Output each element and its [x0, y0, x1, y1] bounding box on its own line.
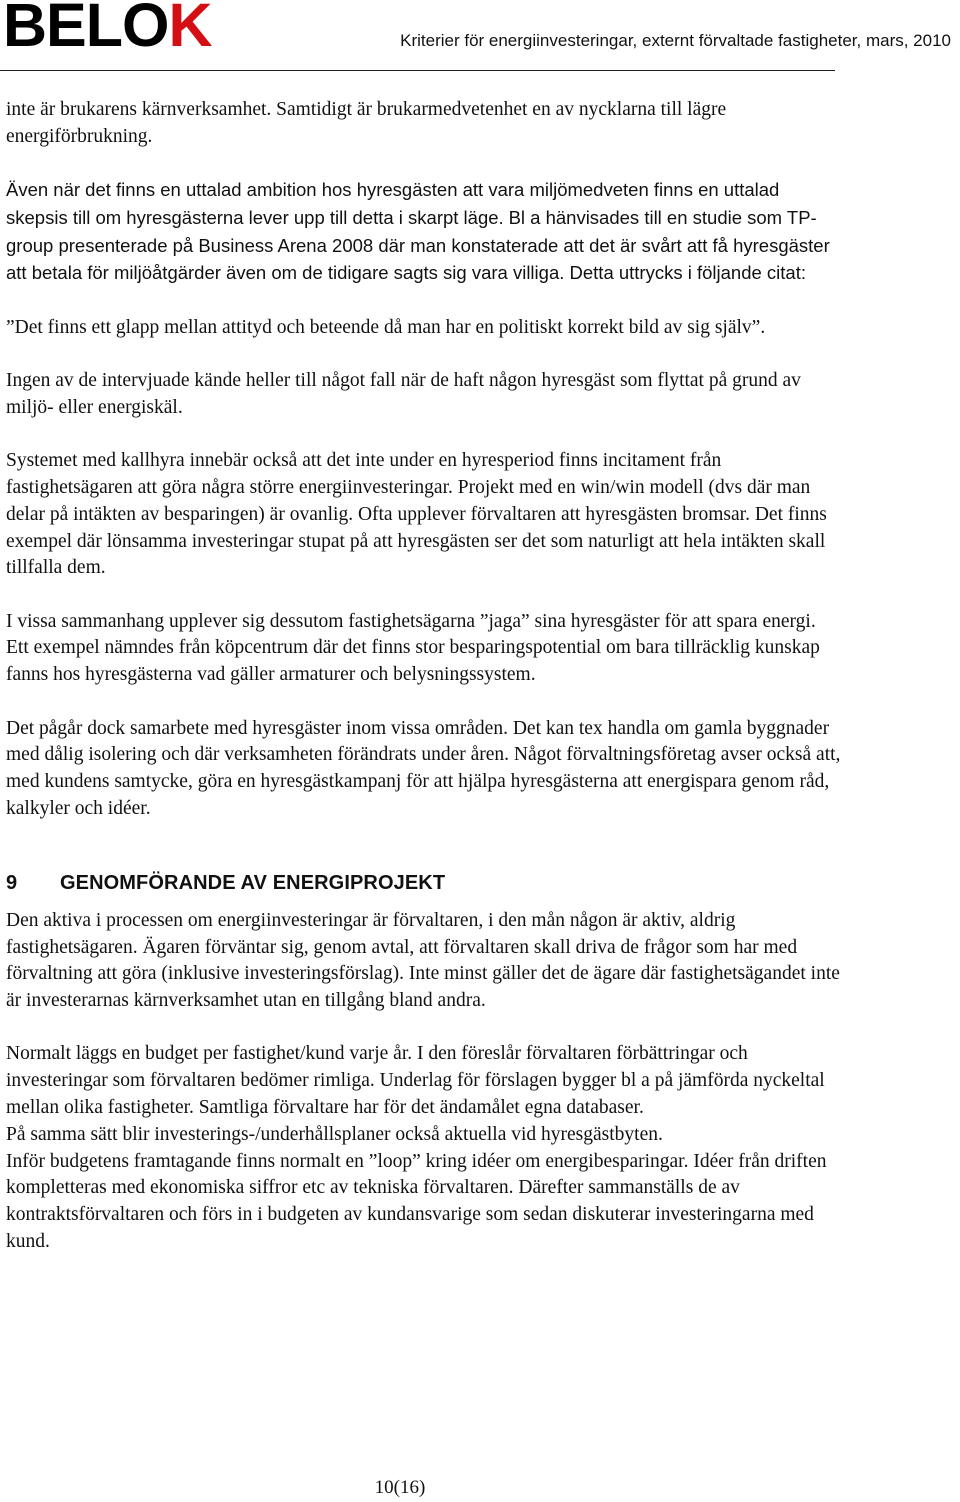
page-number: 10(16) — [374, 1477, 426, 1498]
section-paragraph-1: Den aktiva i processen om energiinvesteringar är förvaltaren, i den mån någon är aktiv, aldrig fastighetsägaren. Ägaren förväntar sig, genom avtal, att förvaltaren skall driva de frågor som har med förvaltning att göra (inklusive investeringsförslag). Inte minst gäller det de ägare där fastighetsägandet inte är investerarnas kärnverksamhet utan en tillgång bland andra. — [6, 909, 840, 1012]
logo-text: BELO — [3, 0, 169, 59]
section-paragraph-4: Inför budgetens framtagande finns normalt en ”loop” kring idéer om energibesparingar. Idéer från driften kompletteras med ekonomiska siffror etc av tekniska förvaltaren. Därefter sammanställs de av kontraktsförvaltaren och förs in i budgeten av kundansvarige som sedan diskuterar investeringarna med kund. — [6, 1150, 827, 1252]
paragraph-2-sentence-2: Bl a hänvisades till en studie som TP-group presenterade på Business Arena 2008 där man konstaterade att det är svårt att få hyresgäster att betala för miljöåtgärder även om de tidigare sagts sig vara villiga. Detta uttrycks i följande citat: — [6, 206, 830, 284]
belok-logo — [3, 0, 212, 59]
paragraph-5 — [6, 609, 842, 689]
page-header — [0, 0, 960, 76]
section-title: GENOMFÖRANDE AV ENERGIPROJEKT — [60, 871, 446, 894]
header-divider — [0, 70, 835, 71]
section-paragraph-3: På samma sätt blir investerings-/underhållsplaner också aktuella vid hyresgästbyten. — [6, 1123, 663, 1145]
paragraph-3: Ingen av de intervjuade kände heller till något fall när de haft någon hyresgäst som flyttat på grund av miljö- eller energiskäl. — [6, 370, 801, 418]
section-paragraph-2: Normalt läggs en budget per fastighet/kund varje år. I den föreslår förvaltaren förbättringar och investeringar som förvaltaren bedömer rimliga. Underlag för förslagen bygger bl a på jämförda nyckeltal mellan olika fastigheter. Samtliga förvaltare har för det ändamålet egna databaser. — [6, 1043, 825, 1119]
paragraph-4-sentence-3: Det finns exempel där lönsamma investeringar stupat på att hyresgästen ser det som naturligt att hela intäkten skall tillfalla dem. — [6, 503, 827, 579]
paragraph-1: inte är brukarens kärnverksamhet. Samtidigt är brukarmedvetenhet en av nycklarna till lägre energiförbrukning. — [6, 99, 727, 147]
paragraph-2-sentence-1: Även när det finns en uttalad ambition hos hyresgästen att vara miljömedveten finns en uttalad skepsis till om hyresgästerna lever upp till detta i skarpt läge. — [6, 179, 780, 228]
paragraph-4-sentence-1: Systemet med kallhyra innebär också att det inte under en hyresperiod finns incitament från fastighetsägaren att göra några större energiinvesteringar. — [6, 450, 722, 498]
document-header-title: Kriterier för energiinvesteringar, externt förvaltade fastigheter, mars, 2010 — [400, 31, 951, 50]
paragraph-4-sentence-2: Projekt med en win/win modell (dvs där man delar på intäkten av besparingen) är ovanlig. Ofta upplever förvaltaren att hyresgästen bromsar. — [6, 476, 811, 525]
quote-paragraph: ”Det finns ett glapp mellan attityd och beteende då man har en politiskt korrekt bild av sig själv”. — [6, 316, 766, 338]
section-number: 9 — [6, 871, 18, 894]
paragraph-6: Det pågår dock samarbete med hyresgäster inom vissa områden. Det kan tex handla om gamla byggnader med dålig isolering och där verksamheten förändrats under åren. Något förvaltningsföretag avser också att, med kundens samtycke, göra en hyresgästkampanj för att hjälpa hyresgästerna att energispara genom råd, kalkyler och idéer. — [6, 717, 841, 819]
document-body — [6, 97, 842, 1256]
paragraph-4 — [6, 448, 842, 582]
paragraph-5-sentence-2: Ett exempel nämndes från köpcentrum där det finns stor besparingspotential om bara tillräcklig kunskap fanns hos hyresgästerna vad gäller armaturer och belysningssystem. — [6, 637, 820, 686]
paragraph-5-sentence-1: I vissa sammanhang upplever sig dessutom fastighetsägarna ”jaga” sina hyresgäster för att spara energi. — [6, 610, 816, 632]
logo-red-letter: K — [168, 0, 212, 59]
section-heading — [6, 870, 842, 896]
paragraph-2 — [6, 177, 842, 288]
